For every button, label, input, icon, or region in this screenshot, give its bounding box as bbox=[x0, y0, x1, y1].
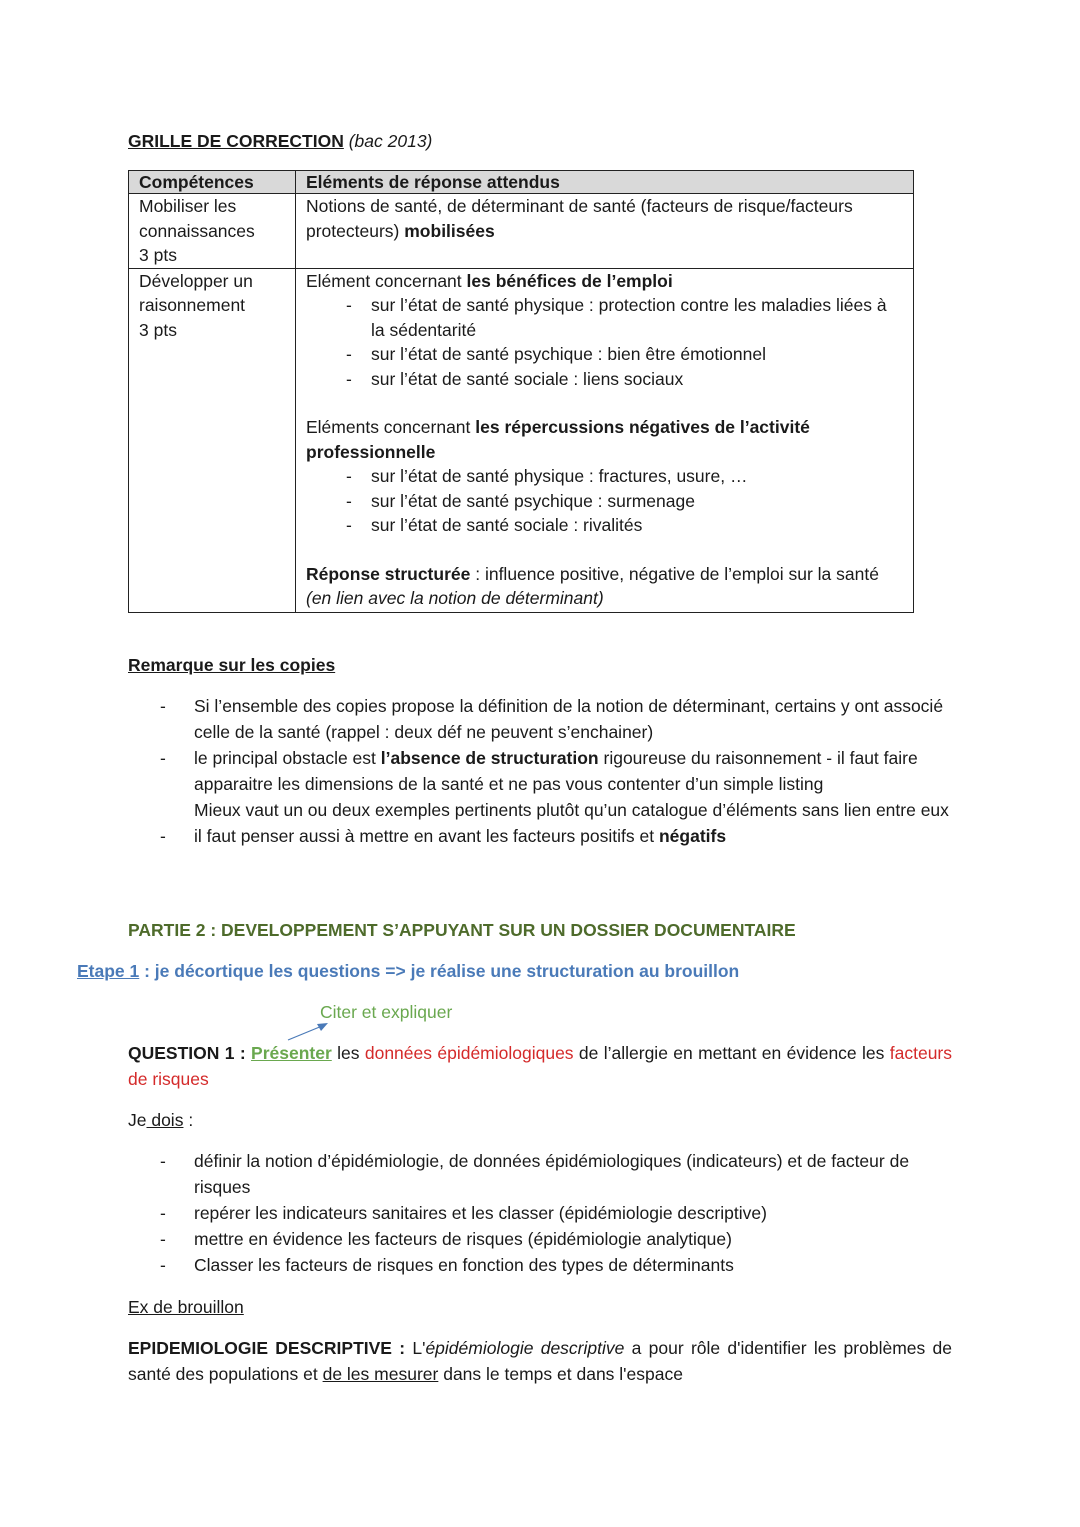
list-item: - sur l’état de santé physique : protection contre les maladies liées à la sédentarité bbox=[346, 293, 905, 342]
repercussions-intro-text: Eléments concernant bbox=[306, 417, 471, 437]
grille-subtitle: (bac 2013) bbox=[348, 131, 433, 151]
remarque-bold: l’absence de structuration bbox=[380, 748, 599, 768]
remarque-list bbox=[160, 693, 960, 849]
list-item: - repérer les indicateurs sanitaires et les classer (épidémiologie descriptive) bbox=[160, 1200, 954, 1226]
colon-text: : bbox=[183, 1110, 194, 1130]
etape-line bbox=[77, 959, 739, 984]
epidemiologie-paragraph bbox=[128, 1335, 952, 1387]
competence-points: 3 pts bbox=[139, 245, 177, 265]
question1-verb: Présenter bbox=[251, 1043, 332, 1063]
reponse-bold: Réponse structurée bbox=[306, 563, 471, 584]
dois-text: dois bbox=[146, 1110, 184, 1130]
etape-link[interactable]: Etape 1 bbox=[77, 961, 140, 981]
competence-cell bbox=[129, 268, 296, 612]
list-item: - Classer les facteurs de risques en fonction des types de déterminants bbox=[160, 1252, 954, 1278]
competence-line: Développer un bbox=[139, 270, 253, 291]
header-competences: Compétences bbox=[129, 171, 296, 194]
question1-paragraph bbox=[128, 1040, 952, 1092]
repercussions-list bbox=[306, 464, 905, 538]
reponse-structuree bbox=[306, 562, 905, 587]
reponse-italic: (en lien avec la notion de déterminant) bbox=[306, 588, 604, 608]
annotation-text: Citer et expliquer bbox=[320, 1002, 453, 1022]
competence-line: connaissances bbox=[139, 220, 255, 241]
remarque-text: le principal obstacle est bbox=[194, 748, 376, 768]
question1-list bbox=[160, 1148, 954, 1278]
remarque-bold: négatifs bbox=[658, 826, 727, 846]
table-header-row bbox=[129, 171, 914, 194]
benefices-list bbox=[306, 293, 905, 391]
remarque-text: rigoureuse du raisonnement - il faut faire apparaitre les dimensions de la santé et ne pas vous contenter d’un simple listing bbox=[194, 748, 918, 794]
repercussions-intro bbox=[306, 415, 905, 464]
elements-cell bbox=[296, 268, 914, 612]
competence-line: Mobiliser les bbox=[139, 196, 237, 216]
list-item: - Si l’ensemble des copies propose la définition de la notion de déterminant, certains y ont associé celle de la santé (rappel : deux déf ne peuvent s’enchainer) bbox=[160, 693, 960, 745]
partie2-title: PARTIE 2 : DEVELOPPEMENT S’APPUYANT SUR UN DOSSIER DOCUMENTAIRE bbox=[128, 920, 796, 940]
remarque-text: il faut penser aussi à mettre en avant les facteurs positifs et bbox=[194, 826, 655, 846]
question1-red: facteurs de risques bbox=[128, 1043, 952, 1089]
competence-cell bbox=[129, 194, 296, 269]
epi-underline: de les mesurer bbox=[322, 1364, 439, 1384]
list-item-continuation: Mieux vaut un ou deux exemples pertinents plutôt qu’un catalogue d’éléments sans lien entre eux bbox=[194, 800, 949, 820]
reponse-text: : influence positive, négative de l’emploi sur la santé bbox=[470, 563, 879, 584]
list-item: - sur l’état de santé psychique : surmenage bbox=[346, 489, 905, 514]
list-item: - sur l’état de santé sociale : liens sociaux bbox=[346, 367, 905, 392]
list-item: - sur l’état de santé sociale : rivalités bbox=[346, 513, 905, 538]
question1-red: données épidémiologiques bbox=[364, 1043, 574, 1063]
brouillon-label: Ex de brouillon bbox=[128, 1297, 244, 1317]
competence-points: 3 pts bbox=[139, 319, 177, 340]
benefices-intro bbox=[306, 269, 905, 294]
list-item: - sur l’état de santé psychique : bien être émotionnel bbox=[346, 342, 905, 367]
list-item: - mettre en évidence les facteurs de risques (épidémiologie analytique) bbox=[160, 1226, 954, 1252]
question1-label: QUESTION 1 : bbox=[128, 1043, 246, 1063]
epi-text: L' bbox=[405, 1338, 426, 1358]
repercussions-intro-bold: les répercussions négatives de l’activité professionnelle bbox=[306, 417, 810, 462]
etape-text: : je décortique les questions => je réalise une structuration au brouillon bbox=[139, 961, 740, 981]
remarque-title: Remarque sur les copies bbox=[128, 655, 336, 675]
list-item bbox=[160, 823, 960, 849]
grille-table bbox=[128, 170, 914, 613]
table-row bbox=[129, 194, 914, 269]
elements-cell bbox=[296, 194, 914, 269]
benefices-intro-bold: les bénéfices de l’emploi bbox=[466, 270, 673, 291]
list-item: - sur l’état de santé physique : fractures, usure, … bbox=[346, 464, 905, 489]
grille-title: GRILLE DE CORRECTION bbox=[128, 131, 344, 151]
header-elements: Eléments de réponse attendus bbox=[296, 171, 914, 194]
list-item: - définir la notion d’épidémiologie, de données épidémiologiques (indicateurs) et de facteur de risques bbox=[160, 1148, 954, 1200]
je-dois-line bbox=[128, 1108, 193, 1133]
table-row bbox=[129, 268, 914, 612]
question1-text: de l’allergie en mettant en évidence les bbox=[573, 1043, 890, 1063]
epi-italic: épidémiologie descriptive bbox=[425, 1338, 625, 1358]
benefices-intro-text: Elément concernant bbox=[306, 270, 462, 291]
list-item bbox=[160, 745, 960, 797]
question1-text: les bbox=[331, 1043, 365, 1063]
epi-text: dans le temps et dans l'espace bbox=[438, 1364, 683, 1384]
elements-bold: mobilisées bbox=[404, 220, 495, 241]
elements-text: Notions de santé, de déterminant de santé (facteurs de risque/facteurs protecteurs) bbox=[306, 196, 853, 241]
je-text: Je bbox=[128, 1110, 147, 1130]
epi-bold: EPIDEMIOLOGIE DESCRIPTIVE : bbox=[128, 1338, 406, 1358]
epi-text: a pour rôle d'identifier les problèmes de santé des populations et bbox=[128, 1338, 953, 1384]
grille-title-line bbox=[128, 129, 432, 154]
competence-line: raisonnement bbox=[139, 295, 246, 315]
